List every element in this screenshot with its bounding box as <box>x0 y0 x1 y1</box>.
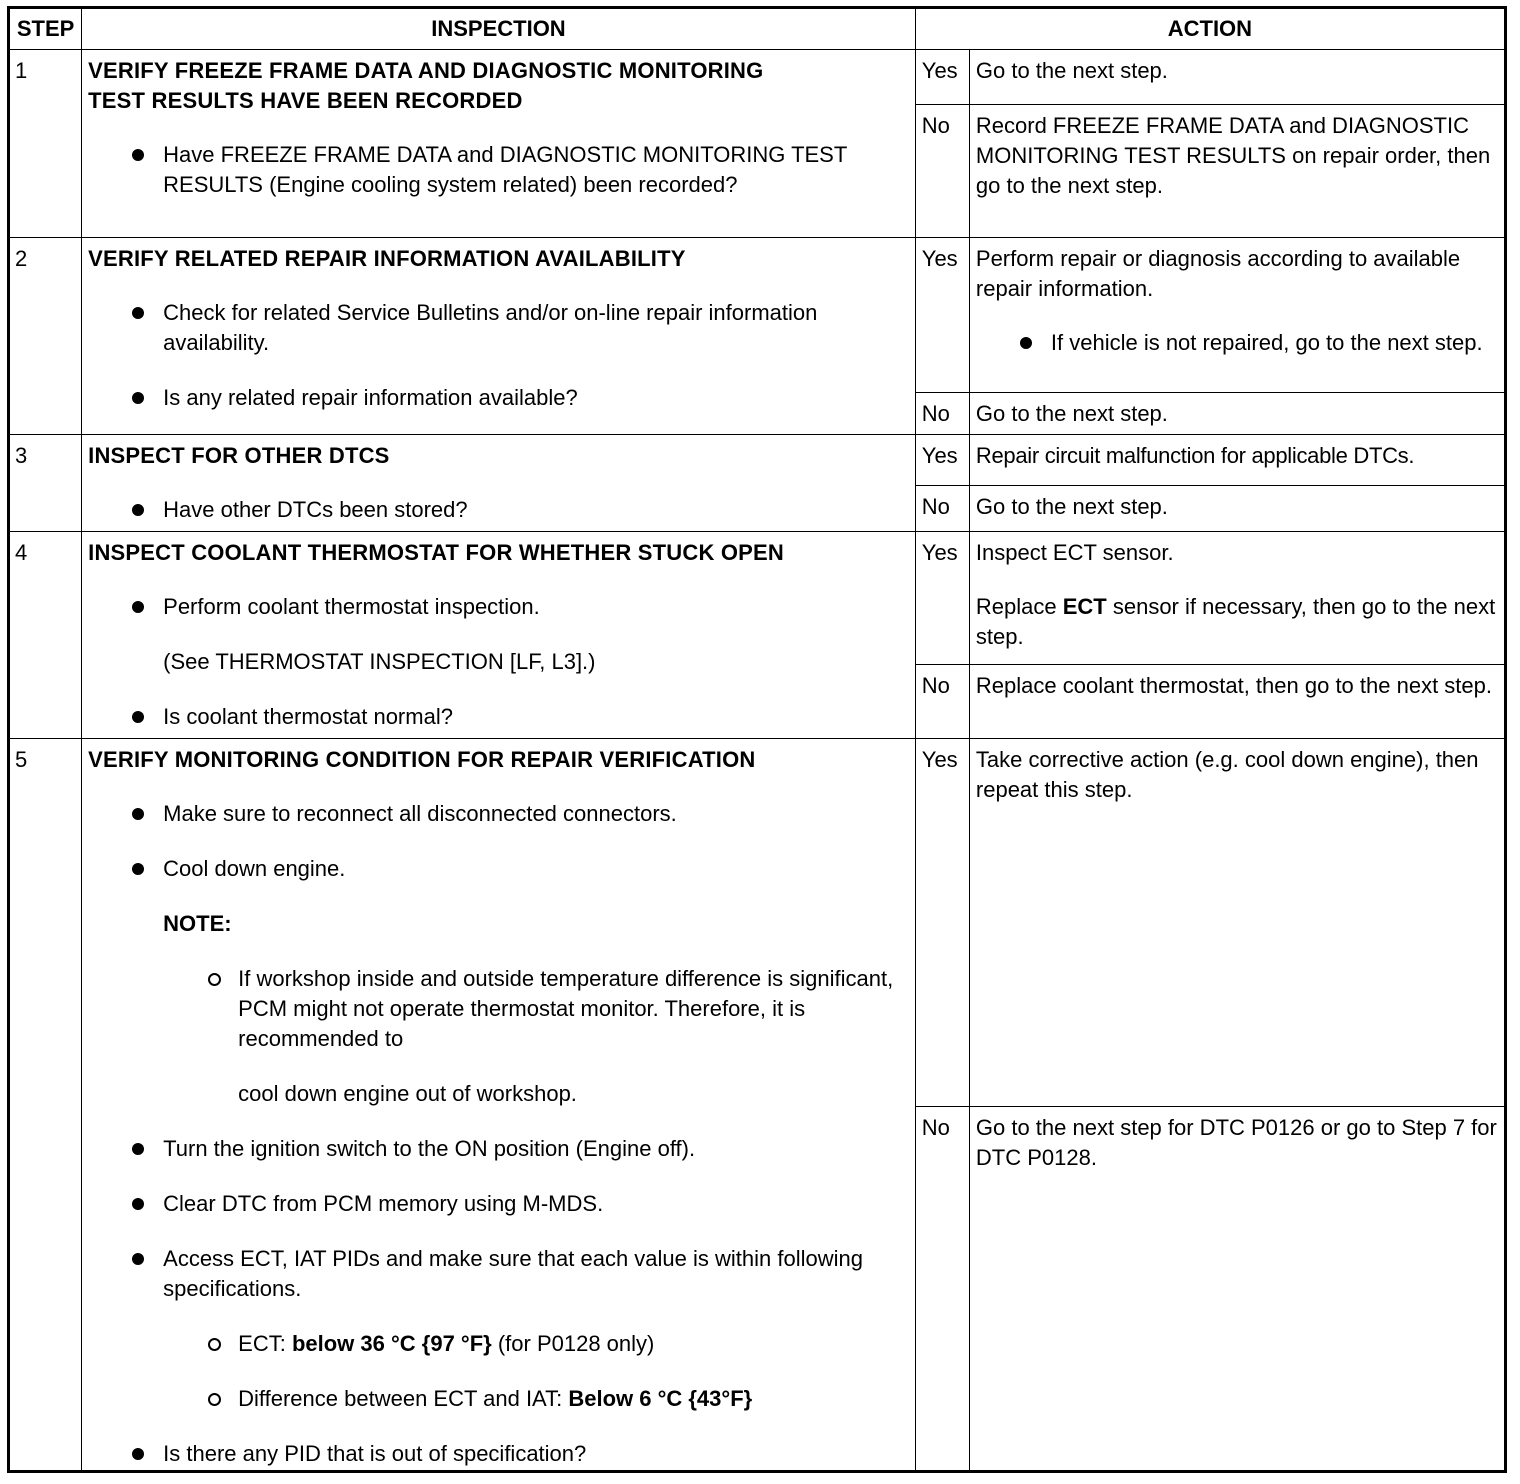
step-1-yes-label: Yes <box>915 50 969 105</box>
step-3-yes-row <box>9 435 1506 486</box>
step-1-inspection <box>82 50 916 238</box>
diagnostic-procedure-table <box>7 6 1507 1473</box>
step-5-bullet-4: Clear DTC from PCM memory using M-MDS. <box>88 1189 907 1219</box>
step-2-yes-row <box>9 238 1506 393</box>
step-5-bullet-2: Cool down engine. <box>88 854 907 884</box>
sub-bullet-icon <box>208 1338 221 1351</box>
step-4-reference: (See THERMOSTAT INSPECTION [LF, L3].) <box>163 649 596 674</box>
bullet-icon <box>132 1198 144 1210</box>
step-4-bullet-2: Is coolant thermostat normal? <box>88 702 907 732</box>
step-2-yes-label: Yes <box>915 238 969 393</box>
step-3-yes-action: Repair circuit malfunction for applicable DTCs. <box>969 435 1505 486</box>
step-5-note-label: NOTE: <box>163 911 232 936</box>
step-2-inspection <box>82 238 916 435</box>
header-row <box>9 8 1506 50</box>
step-2-bullet-2: Is any related repair information available? <box>88 383 907 413</box>
step-4-no-label: No <box>915 665 969 739</box>
bullet-icon <box>132 307 144 319</box>
step-5-no-action: Go to the next step for DTC P0126 or go to Step 7 for DTC P0128. <box>969 1107 1505 1472</box>
step-5-note-continuation: cool down engine out of workshop. <box>238 1081 577 1106</box>
step-3-number: 3 <box>9 435 82 532</box>
sub-bullet-icon <box>208 1393 221 1406</box>
step-2-yes-action: Perform repair or diagnosis according to available repair information. If vehicle is not repaired, go to the next step. <box>969 238 1505 393</box>
step-4-no-action: Replace coolant thermostat, then go to the next step. <box>969 665 1505 739</box>
step-4-yes-action: Inspect ECT sensor. Replace ECT sensor if necessary, then go to the next step. <box>969 532 1505 665</box>
step-4-yes-action-2: Replace ECT sensor if necessary, then go to the next step. <box>975 594 1496 649</box>
step-5-spec-1: ECT: below 36 °C {97 °F} (for P0128 only) <box>88 1329 907 1359</box>
step-5-bullet-5: Access ECT, IAT PIDs and make sure that each value is within following specifications. <box>88 1244 907 1304</box>
step-3-yes-label: Yes <box>915 435 969 486</box>
bullet-icon <box>132 149 144 161</box>
step-5-bullet-6: Is there any PID that is out of specification? <box>88 1439 907 1469</box>
step-1-yes-row <box>9 50 1506 105</box>
step-5-no-label: No <box>915 1107 969 1472</box>
step-1-bullet-1: Have FREEZE FRAME DATA and DIAGNOSTIC MONITORING TEST RESULTS (Engine cooling system related) been recorded? <box>88 140 907 200</box>
step-2-number: 2 <box>9 238 82 435</box>
step-3-inspection <box>82 435 916 532</box>
bullet-icon <box>132 808 144 820</box>
step-3-bullet-1: Have other DTCs been stored? <box>88 495 907 525</box>
step-2-title: VERIFY RELATED REPAIR INFORMATION AVAILABILITY <box>88 246 686 271</box>
header-step: STEP <box>9 8 82 50</box>
step-3-no-action: Go to the next step. <box>969 486 1505 532</box>
step-5-title: VERIFY MONITORING CONDITION FOR REPAIR VERIFICATION <box>88 747 756 772</box>
step-2-bullet-1: Check for related Service Bulletins and/or on-line repair information availability. <box>88 298 907 358</box>
step-2-no-label: No <box>915 393 969 435</box>
step-4-yes-label: Yes <box>915 532 969 665</box>
step-2-yes-bullet: If vehicle is not repaired, go to the next step. <box>976 328 1498 358</box>
step-5-spec-2: Difference between ECT and IAT: Below 6 °C {43°F} <box>88 1384 907 1414</box>
step-4-inspection <box>82 532 916 739</box>
step-1-yes-action: Go to the next step. <box>969 50 1505 105</box>
step-5-yes-action: Take corrective action (e.g. cool down engine), then repeat this step. <box>969 739 1505 1107</box>
step-4-title: INSPECT COOLANT THERMOSTAT FOR WHETHER STUCK OPEN <box>88 540 785 565</box>
bullet-icon <box>132 711 144 723</box>
bullet-icon <box>132 1253 144 1265</box>
bullet-icon <box>1020 337 1032 349</box>
step-1-no-action: Record FREEZE FRAME DATA and DIAGNOSTIC MONITORING TEST RESULTS on repair order, then go to the next step. <box>969 105 1505 238</box>
step-4-bullet-1: Perform coolant thermostat inspection. <box>88 592 907 622</box>
step-5-inspection <box>82 739 916 1472</box>
bullet-icon <box>132 863 144 875</box>
step-5-bullet-1: Make sure to reconnect all disconnected connectors. <box>88 799 907 829</box>
step-1-no-label: No <box>915 105 969 238</box>
step-3-no-label: No <box>915 486 969 532</box>
header-action: ACTION <box>915 8 1505 50</box>
bullet-icon <box>132 601 144 613</box>
step-1-number: 1 <box>9 50 82 238</box>
bullet-icon <box>132 392 144 404</box>
sub-bullet-icon <box>208 973 221 986</box>
step-4-number: 4 <box>9 532 82 739</box>
step-5-bullet-3: Turn the ignition switch to the ON position (Engine off). <box>88 1134 907 1164</box>
header-inspection: INSPECTION <box>82 8 916 50</box>
step-5-yes-row <box>9 739 1506 1107</box>
step-5-note-item: If workshop inside and outside temperature difference is significant, PCM might not operate thermostat monitor. Therefore, it is recommended to <box>88 964 907 1054</box>
step-1-title: VERIFY FREEZE FRAME DATA AND DIAGNOSTIC MONITORING TEST RESULTS HAVE BEEN RECORDED <box>88 58 764 113</box>
bullet-icon <box>132 504 144 516</box>
step-5-number: 5 <box>9 739 82 1472</box>
step-3-title: INSPECT FOR OTHER DTCS <box>88 443 390 468</box>
bullet-icon <box>132 1143 144 1155</box>
bullet-icon <box>132 1448 144 1460</box>
step-5-yes-label: Yes <box>915 739 969 1107</box>
step-2-no-action: Go to the next step. <box>969 393 1505 435</box>
step-4-yes-row <box>9 532 1506 665</box>
